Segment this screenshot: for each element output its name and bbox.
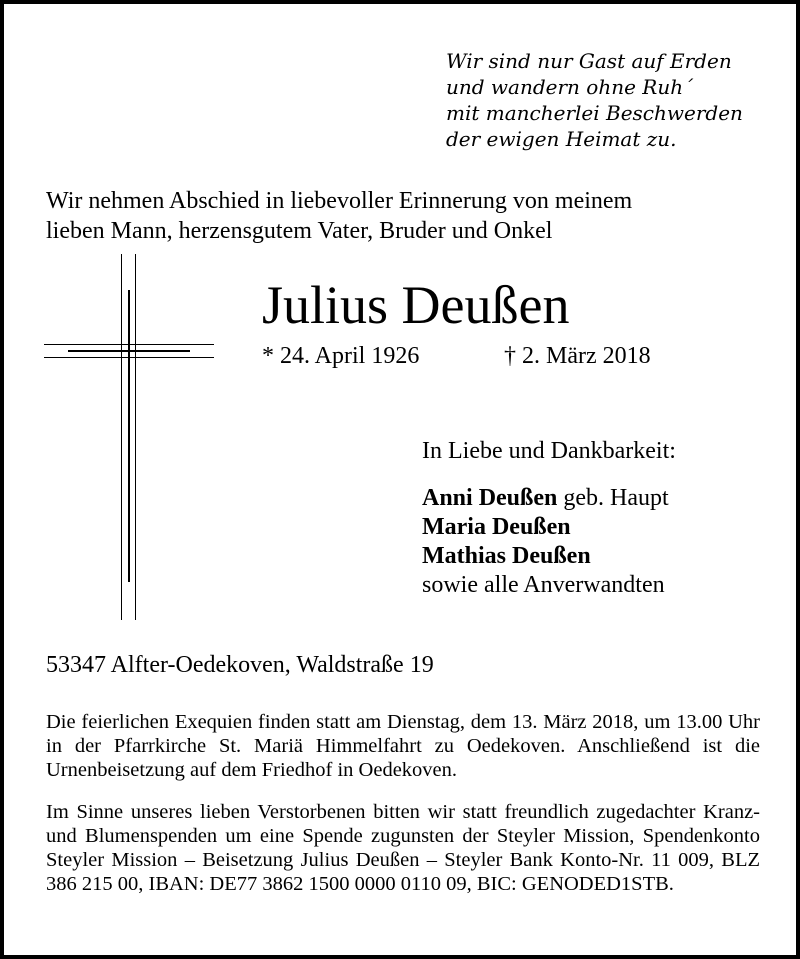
birth-date: * 24. April 1926 (262, 343, 420, 369)
intro-line-2: lieben Mann, herzensgutem Vater, Bruder und Onkel (46, 218, 553, 244)
death-date: † 2. März 2018 (504, 343, 651, 369)
motto-poem (446, 48, 743, 152)
motto-line: und wandern ohne Ruh´ (446, 75, 694, 99)
mourner-1 (422, 484, 669, 513)
motto-line: Wir sind nur Gast auf Erden (446, 49, 732, 73)
mourner-3 (422, 542, 669, 571)
donation-info: Im Sinne unseres lieben Verstorbenen bitten wir statt freundlich zugedachter Kranz- und Blumenspenden um eine Spende zugunsten der Steyler Mission, Spendenkonto Steyler Mission – Beisetzung Julius Deußen – Steyler Bank Konto-Nr. 11 009, BLZ 386 215 00, IBAN: DE77 3862 1500 0000 0110 09, BIC: GENODED1STB. (46, 801, 760, 895)
other-relatives: sowie alle Anverwandten (422, 572, 665, 598)
mourner-1-suffix: geb. Haupt (557, 485, 669, 511)
motto-line: mit mancherlei Beschwerden (446, 101, 743, 125)
funeral-info: Die feierlichen Exequien finden statt am Dienstag, dem 13. März 2018, um 13.00 Uhr in der Pfarrkirche St. Mariä Himmelfahrt zu Oedekoven. Anschließend ist die Urnenbeisetzung auf dem Friedhof in Oedekoven. (46, 711, 760, 781)
mourner-2-name: Maria Deußen (422, 514, 571, 540)
mourner-3-name: Mathias Deußen (422, 543, 591, 569)
deceased-name: Julius Deußen (262, 275, 570, 335)
mourners-list (422, 484, 669, 600)
motto-line: der ewigen Heimat zu. (446, 127, 677, 151)
intro-line-1: Wir nehmen Abschied in liebevoller Erinnerung von meinem (46, 188, 633, 214)
mourners-heading: In Liebe und Dankbarkeit: (422, 438, 676, 464)
intro-text (46, 186, 632, 246)
address: 53347 Alfter-Oedekoven, Waldstraße 19 (46, 652, 434, 678)
mourner-1-name: Anni Deußen (422, 485, 558, 511)
mourner-2 (422, 513, 669, 542)
